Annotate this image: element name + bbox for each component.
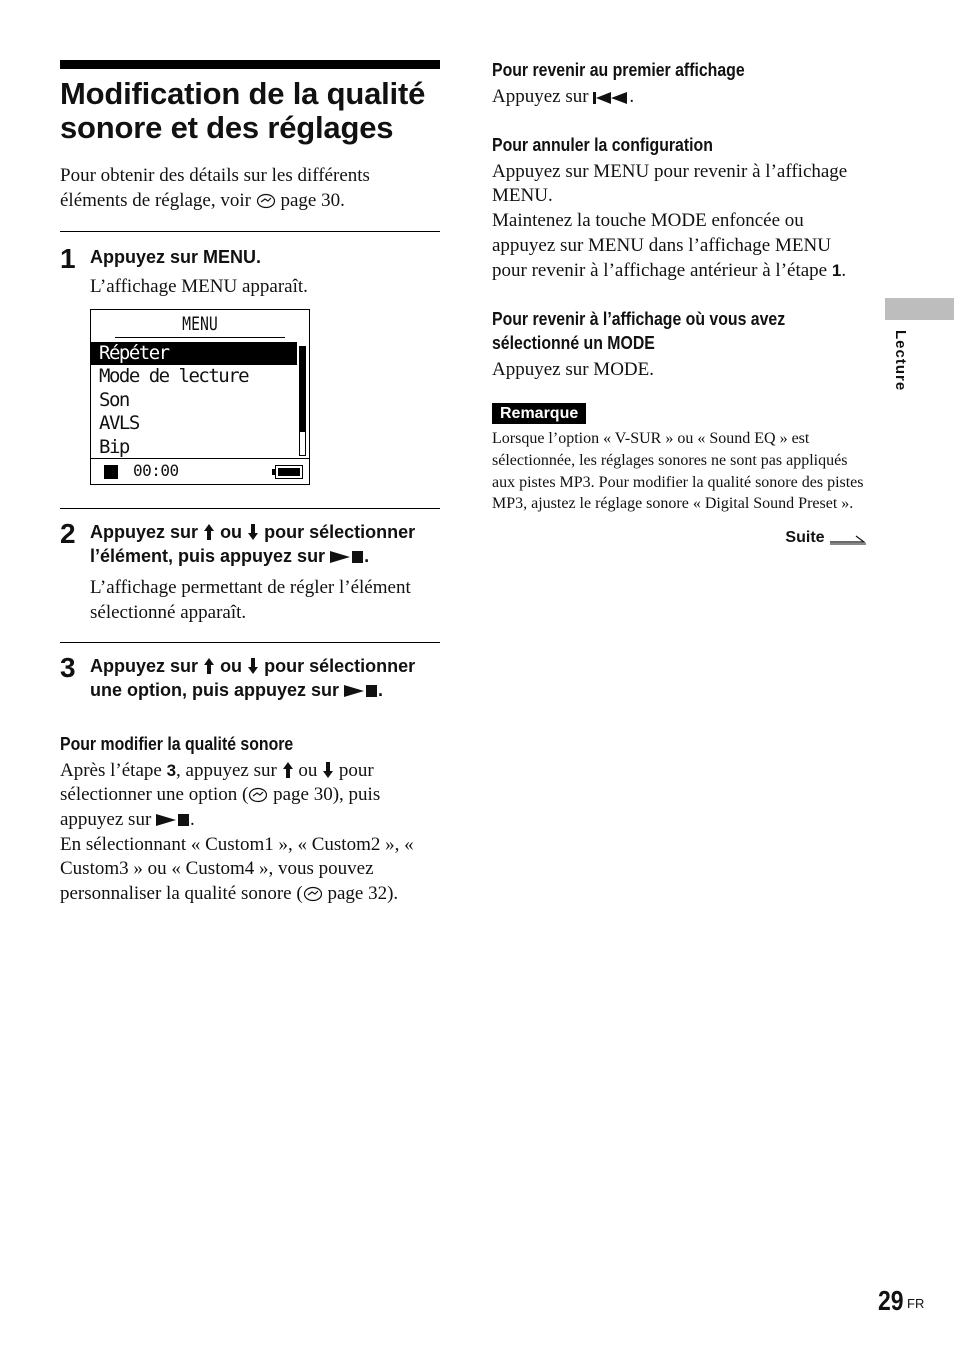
menu-item: Bip	[99, 435, 129, 458]
menu-item: AVLS	[99, 412, 139, 434]
divider	[60, 642, 440, 643]
continue-label: Suite	[785, 529, 867, 547]
section-heading: Pour revenir au premier affichage	[492, 60, 745, 80]
intro-text: Pour obtenir des détails sur les différents éléments de réglage, voir	[60, 165, 370, 211]
section-heading: Pour modifier la qualité sonore	[60, 733, 294, 754]
step-body: L’affichage MENU apparaît.	[90, 275, 308, 297]
divider	[60, 231, 440, 232]
page-reference-icon	[248, 787, 268, 803]
up-arrow-icon	[203, 523, 215, 541]
play-stop-icon	[156, 812, 190, 828]
up-arrow-icon	[203, 657, 215, 675]
step-heading: Appuyez sur ou pour sélectionner une option, puis appuyez sur .	[90, 655, 416, 700]
menu-scrollbar	[299, 346, 306, 456]
step-3	[60, 651, 440, 703]
menu-scrollbar-thumb	[300, 347, 305, 432]
menu-item: Mode de lecture	[99, 365, 249, 387]
page-number: 29	[878, 1285, 904, 1316]
section-heading: Pour revenir à l’affichage où vous avez	[492, 309, 786, 330]
step-number: 2	[60, 517, 76, 549]
section-heading: Pour annuler la configuration	[492, 134, 713, 155]
up-arrow-icon	[282, 761, 294, 779]
page-language: FR	[907, 1296, 925, 1311]
cancel-text-2: Maintenez la touche MODE enfoncée ou appuyez sur MENU dans l’affichage MENU pour revenir à l’affichage antérieur à l’étape 1.	[492, 210, 847, 281]
menu-display-list	[91, 342, 309, 462]
menu-display-illustration	[90, 309, 310, 485]
side-tab-marker	[885, 298, 954, 320]
section-heading: sélectionné un MODE	[492, 333, 655, 354]
menu-item-selected: Répéter	[91, 342, 297, 366]
page-reference-icon	[303, 886, 323, 902]
menu-display-title: MENU	[115, 310, 285, 338]
down-arrow-icon	[247, 657, 259, 675]
continue-arrow-icon	[829, 533, 867, 545]
play-stop-icon	[330, 549, 364, 565]
note-text: Lorsque l’option « V-SUR » ou « Sound EQ » est sélectionnée, les réglages sonores ne sont pas appliqués aux pistes MP3. Pour modifier la qualité sonore des pistes MP3, ajustez le réglage sonore « Digital Sound Preset ».	[492, 429, 864, 513]
play-stop-icon	[344, 683, 378, 699]
intro-page-ref: page 30.	[280, 190, 345, 211]
suite-row	[492, 529, 867, 559]
page-reference-icon	[256, 193, 276, 209]
intro-paragraph	[60, 163, 440, 213]
page-title: Modification de la qualité sonore et des réglages	[60, 76, 426, 145]
custom-paragraph: En sélectionnant « Custom1 », « Custom2 », « Custom3 » ou « Custom4 », vous pouvez personnaliser la qualité sonore ( page 32).	[60, 833, 414, 905]
menu-item: Son	[99, 388, 129, 411]
note-badge: Remarque	[492, 403, 586, 424]
down-arrow-icon	[322, 761, 334, 779]
previous-track-icon	[593, 91, 629, 105]
mode-return-text: Appuyez sur MODE.	[492, 359, 655, 381]
first-display-text: Appuyez sur .	[492, 86, 635, 107]
menu-status-bar	[91, 458, 309, 484]
battery-icon	[275, 465, 303, 479]
step-heading: Appuyez sur MENU.	[90, 247, 262, 267]
step-heading: Appuyez sur ou pour sélectionner l’élément, puis appuyez sur .	[90, 521, 416, 566]
step-1	[60, 245, 440, 485]
step-2	[60, 517, 440, 625]
elapsed-time: 00:00	[133, 460, 179, 480]
divider	[60, 508, 440, 509]
cancel-text-1: Appuyez sur MENU pour revenir à l’affichage MENU.	[492, 160, 848, 207]
down-arrow-icon	[247, 523, 259, 541]
step-number: 3	[60, 651, 76, 683]
quality-paragraph: Après l’étape 3, appuyez sur ou pour sélectionner une option ( page 30), puis appuyez sur .	[60, 759, 381, 830]
note-block	[492, 403, 867, 515]
title-bar	[60, 60, 440, 69]
side-section-label: Lecture	[892, 330, 909, 392]
step-number: 1	[60, 243, 76, 274]
left-column	[60, 60, 440, 907]
right-column	[492, 58, 867, 559]
stop-icon	[104, 465, 118, 479]
step-body: L’affichage permettant de régler l’élément sélectionné apparaît.	[90, 576, 411, 623]
